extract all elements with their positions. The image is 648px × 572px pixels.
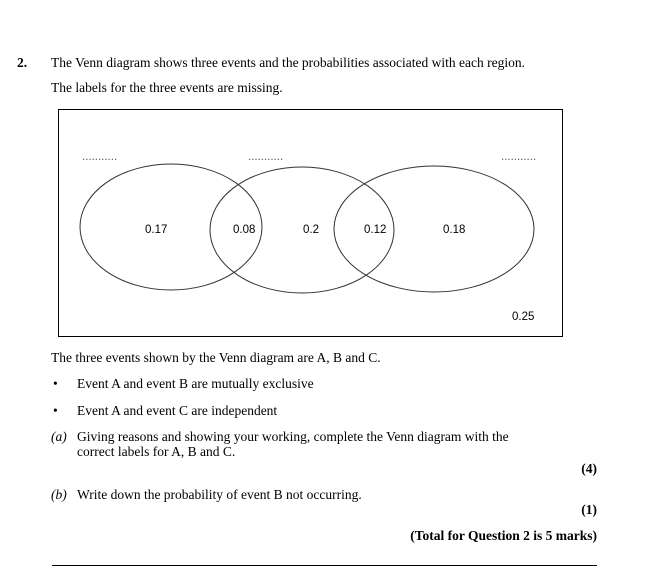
events-statement: The three events shown by the Venn diagram are A, B and C. [51, 350, 381, 365]
region-right-only: 0.18 [443, 224, 466, 236]
part-a-marks: (4) [581, 461, 597, 476]
part-b-text: Write down the probability of event B not occurring. [77, 487, 362, 502]
bullet-marker-1: • [53, 376, 58, 391]
bullet-text-1: Event A and event B are mutually exclusive [77, 376, 314, 391]
bottom-rule [52, 565, 597, 566]
venn-svg [59, 110, 564, 338]
part-a-text-line-1: Giving reasons and showing your working, complete the Venn diagram with the [77, 429, 509, 444]
region-middle-right: 0.12 [364, 224, 387, 236]
part-b-label: (b) [51, 487, 67, 502]
bullet-text-2: Event A and event C are independent [77, 403, 278, 418]
label-placeholder-left: ........... [82, 151, 118, 163]
label-placeholder-right: ........... [501, 151, 537, 163]
venn-diagram [58, 109, 563, 337]
region-outside: 0.25 [512, 311, 535, 323]
region-left-middle: 0.08 [233, 224, 256, 236]
region-middle-only: 0.2 [303, 224, 319, 236]
question-intro-line-2: The labels for the three events are missing. [51, 80, 283, 95]
part-a-label: (a) [51, 429, 67, 444]
bullet-marker-2: • [53, 403, 58, 418]
region-left-only: 0.17 [145, 224, 168, 236]
part-a-text-line-2: correct labels for A, B and C. [77, 444, 236, 459]
question-number: 2. [17, 55, 28, 70]
total-marks: (Total for Question 2 is 5 marks) [410, 528, 597, 543]
label-placeholder-middle: ........... [248, 151, 284, 163]
question-intro-line-1: The Venn diagram shows three events and the probabilities associated with each region. [51, 55, 525, 70]
part-b-marks: (1) [581, 502, 597, 517]
